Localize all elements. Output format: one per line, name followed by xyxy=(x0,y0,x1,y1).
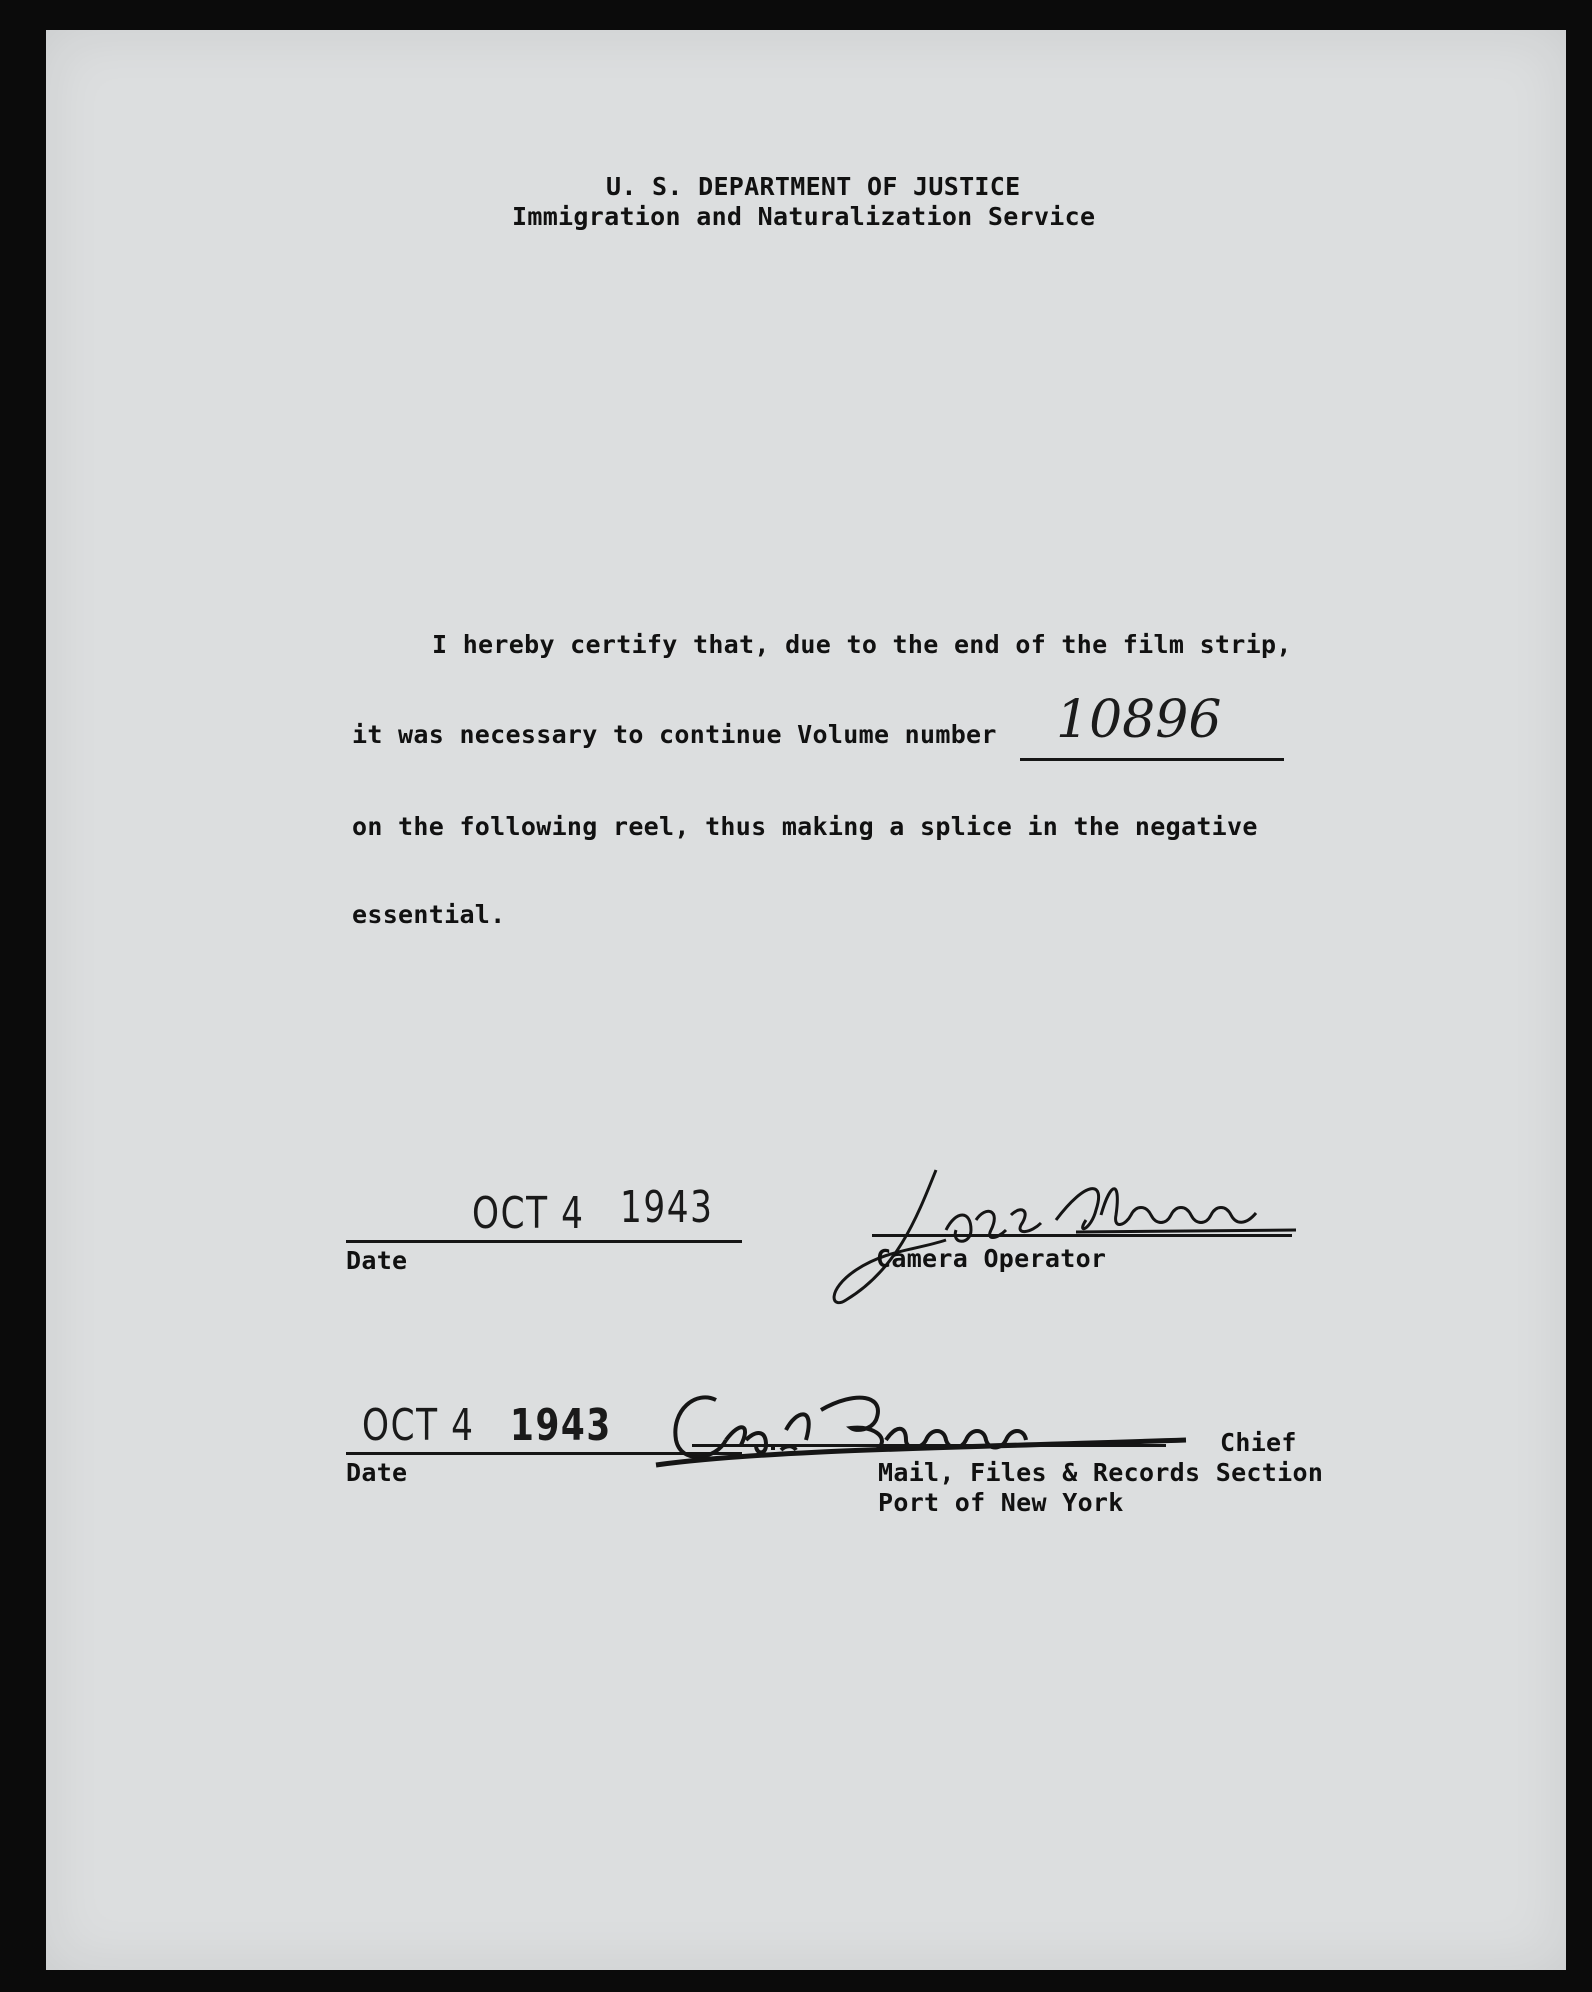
camera-date-stamp-month-day: OCT 4 xyxy=(472,1188,585,1239)
camera-date-stamp-year: 1943 xyxy=(620,1182,714,1233)
chief-title: Chief xyxy=(1220,1428,1297,1457)
volume-number-handwritten: 10896 xyxy=(1056,690,1222,750)
chief-date-stamp-month-day: OCT 4 xyxy=(362,1400,475,1451)
chief-signature-line xyxy=(692,1444,1166,1447)
header-department: U. S. DEPARTMENT OF JUSTICE xyxy=(606,172,1021,201)
header-service: Immigration and Naturalization Service xyxy=(512,202,1096,231)
cert-line-1: I hereby certify that, due to the end of the film strip, xyxy=(432,630,1292,659)
chief-title-line-2: Mail, Files & Records Section xyxy=(878,1458,1324,1487)
camera-operator-line xyxy=(872,1234,1292,1237)
cert-line-2-prefix: it was necessary to continue Volume number xyxy=(352,720,997,749)
volume-number-underline xyxy=(1020,758,1284,761)
cert-line-3: on the following reel, thus making a splice in the negative xyxy=(352,812,1258,841)
document-page xyxy=(46,30,1566,1970)
chief-date-stamp-year: 1943 xyxy=(510,1400,612,1451)
cert-line-4: essential. xyxy=(352,900,506,929)
camera-date-label: Date xyxy=(346,1246,408,1275)
chief-date-label: Date xyxy=(346,1458,408,1487)
camera-operator-title: Camera Operator xyxy=(876,1244,1107,1273)
camera-date-line xyxy=(346,1240,742,1243)
chief-title-line-3: Port of New York xyxy=(878,1488,1124,1517)
